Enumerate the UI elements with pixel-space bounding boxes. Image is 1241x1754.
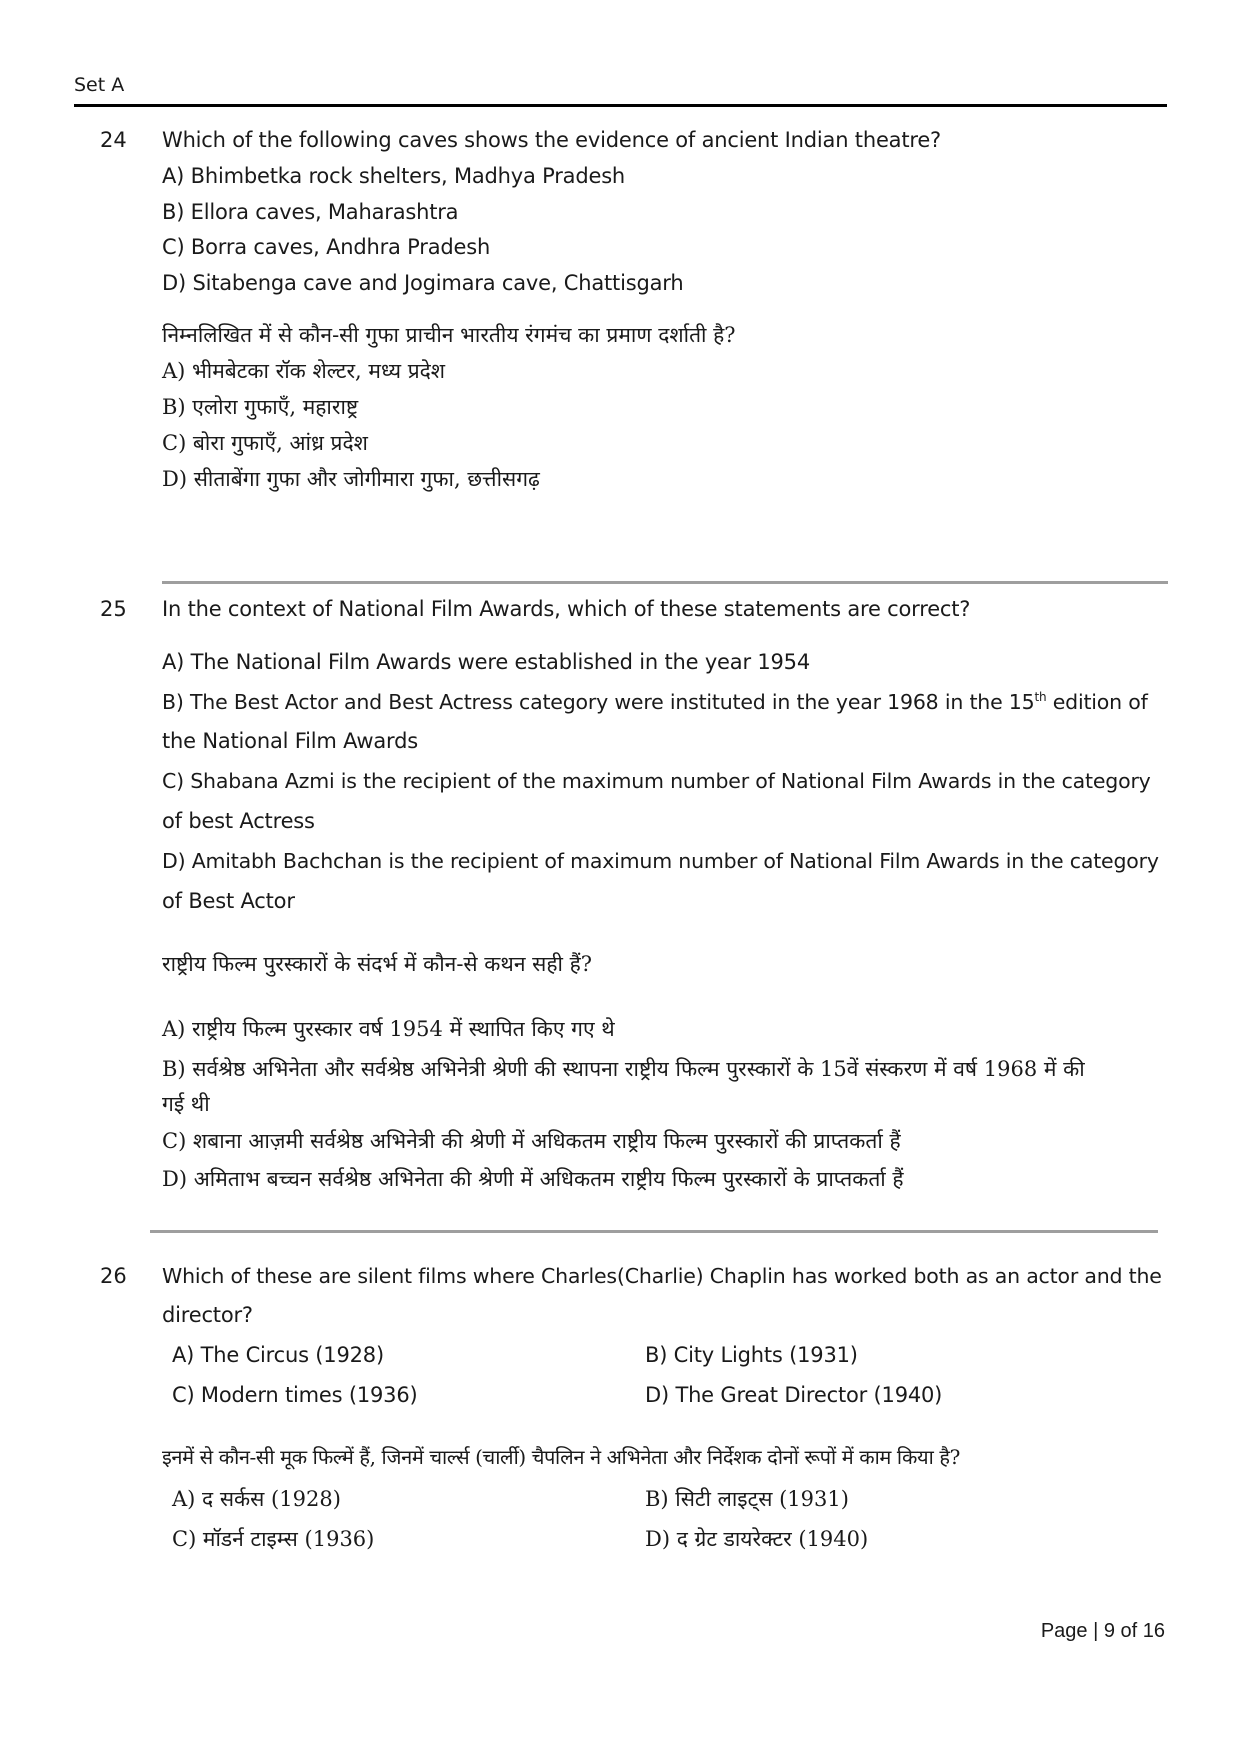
set-label: Set A bbox=[74, 74, 125, 96]
q25-option-b-hi: B) सर्वश्रेष्ठ अभिनेता और सर्वश्रेष्ठ अभिनेत्री श्रेणी की स्थापना राष्ट्रीय फिल्म पुरस्कारों के 15वें संस्करण में वर्ष 1968 में की bbox=[162, 1057, 1085, 1081]
q26-option-d-en: D) The Great Director (1940) bbox=[645, 1383, 943, 1407]
q25-question-en: In the context of National Film Awards, which of these statements are correct? bbox=[162, 597, 971, 621]
q24-option-d-hi: D) सीताबेंगा गुफा और जोगीमारा गुफा, छत्तीसगढ़ bbox=[162, 467, 540, 491]
question-number-24: 24 bbox=[100, 128, 127, 152]
q25-option-d-hi: D) अमिताभ बच्चन सर्वश्रेष्ठ अभिनेता की श्रेणी में अधिकतम राष्ट्रीय फिल्म पुरस्कारों के प्राप्तकर्ता हैं bbox=[162, 1167, 904, 1191]
question-number-26: 26 bbox=[100, 1264, 127, 1288]
separator-2 bbox=[150, 1230, 1158, 1233]
q25-option-b-en: B) The Best Actor and Best Actress category were instituted in the year 1968 in the 15th edition of bbox=[162, 690, 1148, 714]
q26-question-hi: इनमें से कौन-सी मूक फिल्में हैं, जिनमें चार्ल्स (चार्ली) चैपलिन ने अभिनेता और निर्देशक दोनों रूपों में काम किया है? bbox=[162, 1445, 960, 1469]
q24-option-d-en: D) Sitabenga cave and Jogimara cave, Chattisgarh bbox=[162, 271, 684, 295]
q25-option-c-en-cont: of best Actress bbox=[162, 809, 315, 833]
q25-question-hi: राष्ट्रीय फिल्म पुरस्कारों के संदर्भ में कौन-से कथन सही हैं? bbox=[162, 952, 593, 976]
q26-option-d-hi: D) द ग्रेट डायरेक्टर (1940) bbox=[645, 1527, 869, 1551]
q24-option-c-en: C) Borra caves, Andhra Pradesh bbox=[162, 235, 491, 259]
page-number: Page | 9 of 16 bbox=[1040, 1620, 1165, 1642]
q25-option-b-en-cont: the National Film Awards bbox=[162, 729, 418, 753]
separator-1 bbox=[162, 581, 1168, 584]
q25-option-a-hi: A) राष्ट्रीय फिल्म पुरस्कार वर्ष 1954 में स्थापित किए गए थे bbox=[162, 1017, 615, 1041]
q24-option-a-en: A) Bhimbetka rock shelters, Madhya Pradesh bbox=[162, 164, 626, 188]
q25-option-b-hi-cont: गई थी bbox=[162, 1092, 210, 1116]
q24-question-hi: निम्नलिखित में से कौन-सी गुफा प्राचीन भारतीय रंगमंच का प्रमाण दर्शाती है? bbox=[162, 323, 736, 347]
q25-option-d-en-cont: of Best Actor bbox=[162, 889, 295, 913]
q25-option-a-en: A) The National Film Awards were established in the year 1954 bbox=[162, 650, 810, 674]
header-rule bbox=[74, 104, 1167, 107]
q26-option-b-hi: B) सिटी लाइट्स (1931) bbox=[645, 1487, 849, 1511]
q26-option-c-hi: C) मॉडर्न टाइम्स (1936) bbox=[172, 1527, 375, 1551]
q26-option-a-en: A) The Circus (1928) bbox=[172, 1343, 384, 1367]
q26-option-b-en: B) City Lights (1931) bbox=[645, 1343, 858, 1367]
q26-question-en-cont: director? bbox=[162, 1303, 253, 1327]
q24-option-b-en: B) Ellora caves, Maharashtra bbox=[162, 200, 459, 224]
q24-option-a-hi: A) भीमबेटका रॉक शेल्टर, मध्य प्रदेश bbox=[162, 359, 446, 383]
q25-option-c-en: C) Shabana Azmi is the recipient of the maximum number of National Film Awards in the category bbox=[162, 769, 1151, 793]
q26-option-c-en: C) Modern times (1936) bbox=[172, 1383, 418, 1407]
q26-option-a-hi: A) द सर्कस (1928) bbox=[172, 1487, 341, 1511]
q25-option-c-hi: C) शबाना आज़मी सर्वश्रेष्ठ अभिनेत्री की श्रेणी में अधिकतम राष्ट्रीय फिल्म पुरस्कारों की प्राप्तकर्ता हैं bbox=[162, 1129, 901, 1153]
q26-question-en: Which of these are silent films where Charles(Charlie) Chaplin has worked both as an actor and the bbox=[162, 1264, 1162, 1288]
q25-option-d-en: D) Amitabh Bachchan is the recipient of maximum number of National Film Awards in the category bbox=[162, 849, 1159, 873]
q24-question-en: Which of the following caves shows the evidence of ancient Indian theatre? bbox=[162, 128, 942, 152]
q24-option-b-hi: B) एलोरा गुफाएँ, महाराष्ट्र bbox=[162, 395, 359, 419]
q24-option-c-hi: C) बोरा गुफाएँ, आंध्र प्रदेश bbox=[162, 431, 368, 455]
question-number-25: 25 bbox=[100, 597, 127, 621]
